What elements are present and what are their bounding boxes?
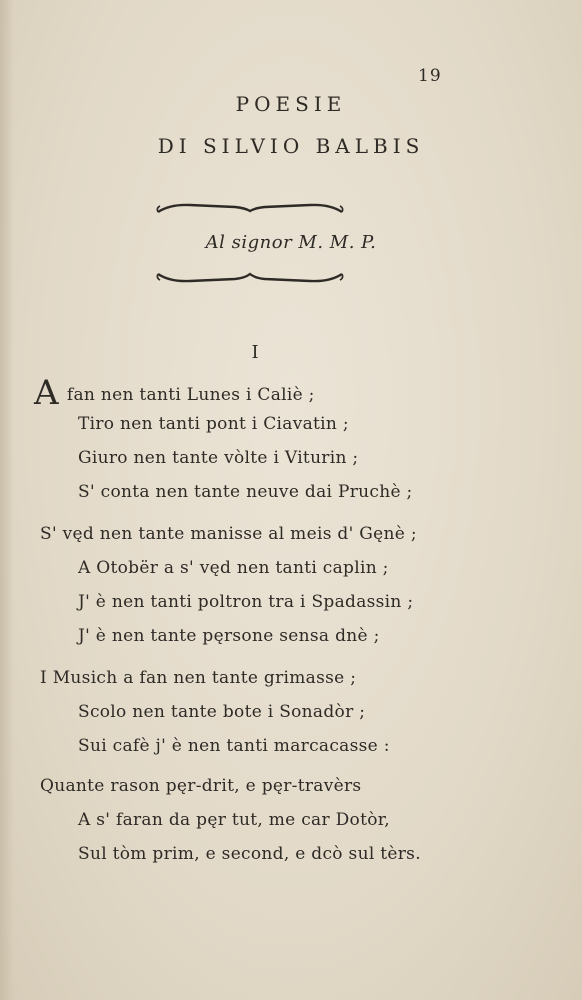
poem-line: A s' faran da pęr tut, me car Dotòr, <box>78 810 391 830</box>
drop-cap: A <box>34 373 59 413</box>
poem-line: Giuro nen tante vòlte i Viturin ; <box>78 448 359 468</box>
poem-line: A Otobër a s' vęd nen tanti caplin ; <box>78 558 389 578</box>
poem-line: S' vęd nen tante manisse al meis d' Gęnè ; <box>40 524 417 544</box>
poem-line-text: fan nen tanti Lunes i Caliè ; <box>66 385 315 405</box>
poem-line: Sul tòm prim, e second, e dcò sul tèrs. <box>78 844 421 864</box>
ornament-divider-bottom <box>150 264 350 294</box>
section-numeral: I <box>251 342 259 363</box>
page-subtitle: DI SILVIO BALBIS <box>157 134 425 158</box>
poem-line: S' conta nen tante neuve dai Pruchè ; <box>78 482 413 502</box>
poem-line: Sui cafè j' è nen tanti marcacasse : <box>78 736 390 756</box>
page-number: 19 <box>418 66 442 86</box>
poem-line: I Musich a fan nen tante grimasse ; <box>40 668 357 688</box>
ornament-divider-top <box>150 190 350 220</box>
poem-line: Scolo nen tante bote i Sonadòr ; <box>78 702 366 722</box>
poem-line <box>34 373 315 413</box>
dedication: Al signor M. M. P. <box>205 232 377 253</box>
poem-line: J' è nen tante pęrsone sensa dnè ; <box>78 626 380 646</box>
poem-line: Quante rason pęr-drit, e pęr-travèrs <box>40 776 362 796</box>
poem-line: Tiro nen tanti pont i Ciavatin ; <box>78 414 349 434</box>
page-title: POESIE <box>235 92 347 116</box>
poem-line: J' è nen tanti poltron tra i Spadassin ; <box>78 592 414 612</box>
